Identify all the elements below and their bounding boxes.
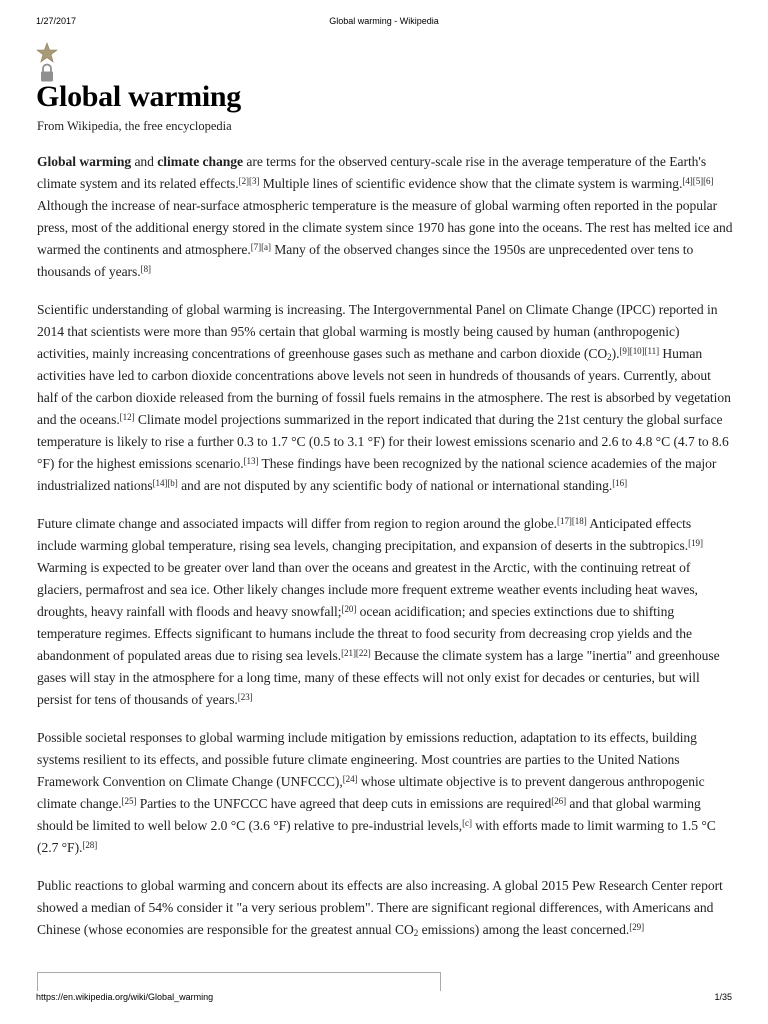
citation-link[interactable]: [3] bbox=[249, 176, 260, 186]
citation-link[interactable]: [11] bbox=[644, 346, 660, 356]
citation-link[interactable]: [23] bbox=[237, 692, 253, 702]
footnote-link[interactable]: [b] bbox=[167, 478, 178, 488]
citation-link[interactable]: [10] bbox=[629, 346, 645, 356]
citation-link[interactable]: [24] bbox=[342, 774, 358, 784]
citation-link[interactable]: [25] bbox=[121, 796, 137, 806]
citation-link[interactable]: [28] bbox=[82, 840, 98, 850]
citation-link[interactable]: [26] bbox=[551, 796, 567, 806]
citation-link[interactable]: [22] bbox=[355, 648, 371, 658]
intro-paragraph-1: Global warming and climate change are terms for the observed century-scale rise in the average temperature of the Earth's climate system and its related effects.[2][3] Multiple lines of scientific evidence show that the climate system is warming.[4][5][6] Although the increase of near-surface atmospheric temperature is the measure of global warming often reported in the popular press, most of the additional energy stored in the climate system since 1970 has gone into the oceans. The rest has melted ice and warmed the continents and atmosphere.[7][a] Many of the observed changes since the 1950s are unprecedented over tens to thousands of years.[8] bbox=[37, 154, 733, 279]
footnote-link[interactable]: [a] bbox=[261, 242, 271, 252]
bold-term-global-warming: Global warming bbox=[37, 154, 132, 169]
citation-link[interactable]: [29] bbox=[629, 922, 645, 932]
citation-link[interactable]: [5] bbox=[692, 176, 704, 186]
print-header bbox=[36, 16, 732, 30]
citation-link[interactable]: [18] bbox=[571, 516, 587, 526]
print-date: 1/27/2017 bbox=[36, 16, 77, 26]
subscript: 2 bbox=[413, 928, 419, 938]
featured-article-star-lock-icon[interactable] bbox=[36, 42, 58, 84]
intro-paragraph-3: Future climate change and associated impacts will differ from region to region around the globe.[17][18] Anticipated effects include warming global temperature, rising sea levels, changing precipitation, and expansion of deserts in the subtropics.[19] Warming is expected to be greater over land than over the oceans and greatest in the Arctic, with the continuing retreat of glaciers, permafrost and sea ice. Other likely changes include more frequent extreme weather events including heat waves, droughts, heavy rainfall with floods and heavy snowfall;[20] ocean acidification; and species extinctions due to shifting temperature regimes. Effects significant to humans include the threat to food security from decreasing crop yields and the abandonment of populated areas due to rising sea levels.[21][22] Because the climate system has a large "inertia" and greenhouse gases will stay in the atmosphere for a long time, many of these effects will not only exist for decades or centuries, but will persist for tens of thousands of years.[23] bbox=[37, 516, 720, 707]
intro-paragraph-4: Possible societal responses to global warming include mitigation by emissions reduction, adaptation to its effects, building systems resilient to its effects, and possible future climate engineering. Most countries are parties to the United Nations Framework Convention on Climate Change (UNFCCC),[24] whose ultimate objective is to prevent dangerous anthropogenic climate change.[25] Parties to the UNFCCC have agreed that deep cuts in emissions are required[26] and that global warming should be limited to well below 2.0 °C (3.6 °F) relative to pre-industrial levels,[c] with efforts made to limit warming to 1.5 °C (2.7 °F).[28] bbox=[37, 730, 716, 855]
print-url: https://en.wikipedia.org/wiki/Global_warming bbox=[36, 992, 214, 1002]
citation-link[interactable]: [14] bbox=[152, 478, 168, 488]
footnote-link[interactable]: [c] bbox=[462, 818, 472, 828]
article-body bbox=[37, 151, 734, 957]
page-title: Global warming bbox=[36, 80, 241, 113]
citation-link[interactable]: [7] bbox=[250, 242, 262, 252]
subscript: 2 bbox=[607, 352, 612, 362]
citation-link[interactable]: [13] bbox=[243, 456, 259, 466]
citation-link[interactable]: [4] bbox=[682, 176, 693, 186]
print-footer bbox=[36, 992, 732, 1006]
print-page-title: Global warming - Wikipedia bbox=[329, 16, 439, 26]
intro-paragraph-2: Scientific understanding of global warming is increasing. The Intergovernmental Panel on Climate Change (IPCC) reported in 2014 that scientists were more than 95% certain that global warming is mostly being caused by human (anthropogenic) activities, mainly increasing concentrations of greenhouse gases such as methane and carbon dioxide $(CO_2).[9][10][11]$ Human activities have led to carbon dioxide concentrations above levels not seen in hundreds of thousands of years. Currently, about half of the carbon dioxide released from the burning of fossil fuels remains in the atmosphere. The rest is absorbed by vegetation and the oceans.[12] Climate model projections summarized in the report indicated that during the 21st century the global surface temperature is likely to rise a further 0.3 to 1.7 °C (0.5 to 3.1 °F) for their lowest emissions scenario and 2.6 to 4.8 °C (4.7 to 8.6 °F) for the highest emissions scenario.[13] These findings have been recognized by the national science academies of the major industrialized nations[14][b] and are not disputed by any scientific body of national or international standing.[16] bbox=[37, 302, 731, 493]
citation-link[interactable]: [20] bbox=[341, 604, 357, 614]
citation-link[interactable]: [8] bbox=[140, 264, 151, 274]
citation-link[interactable]: [17] bbox=[557, 516, 572, 526]
citation-link[interactable]: [19] bbox=[688, 538, 703, 548]
citation-link[interactable]: [2] bbox=[238, 176, 249, 186]
print-page-number: 1/35 bbox=[714, 992, 732, 1002]
citation-link[interactable]: [21] bbox=[341, 648, 356, 658]
infobox-frame bbox=[37, 972, 441, 991]
intro-paragraph-5: Public reactions to global warming and concern about its effects are also increasing. A global 2015 Pew Research Center report showed a median of 54% consider it "a very serious problem". There are significant regional differences, with Americans and Chinese (whose economies are responsible for the greatest annual $CO_2$ emissions) among the least concerned.[29] bbox=[37, 878, 723, 938]
citation-link[interactable]: [12] bbox=[119, 412, 135, 422]
citation-link[interactable]: [9] bbox=[619, 346, 630, 356]
bold-term-climate-change: climate change bbox=[157, 154, 244, 169]
citation-link[interactable]: [6] bbox=[703, 176, 714, 186]
citation-link[interactable]: [16] bbox=[612, 478, 628, 488]
site-tagline: From Wikipedia, the free encyclopedia bbox=[37, 119, 232, 133]
